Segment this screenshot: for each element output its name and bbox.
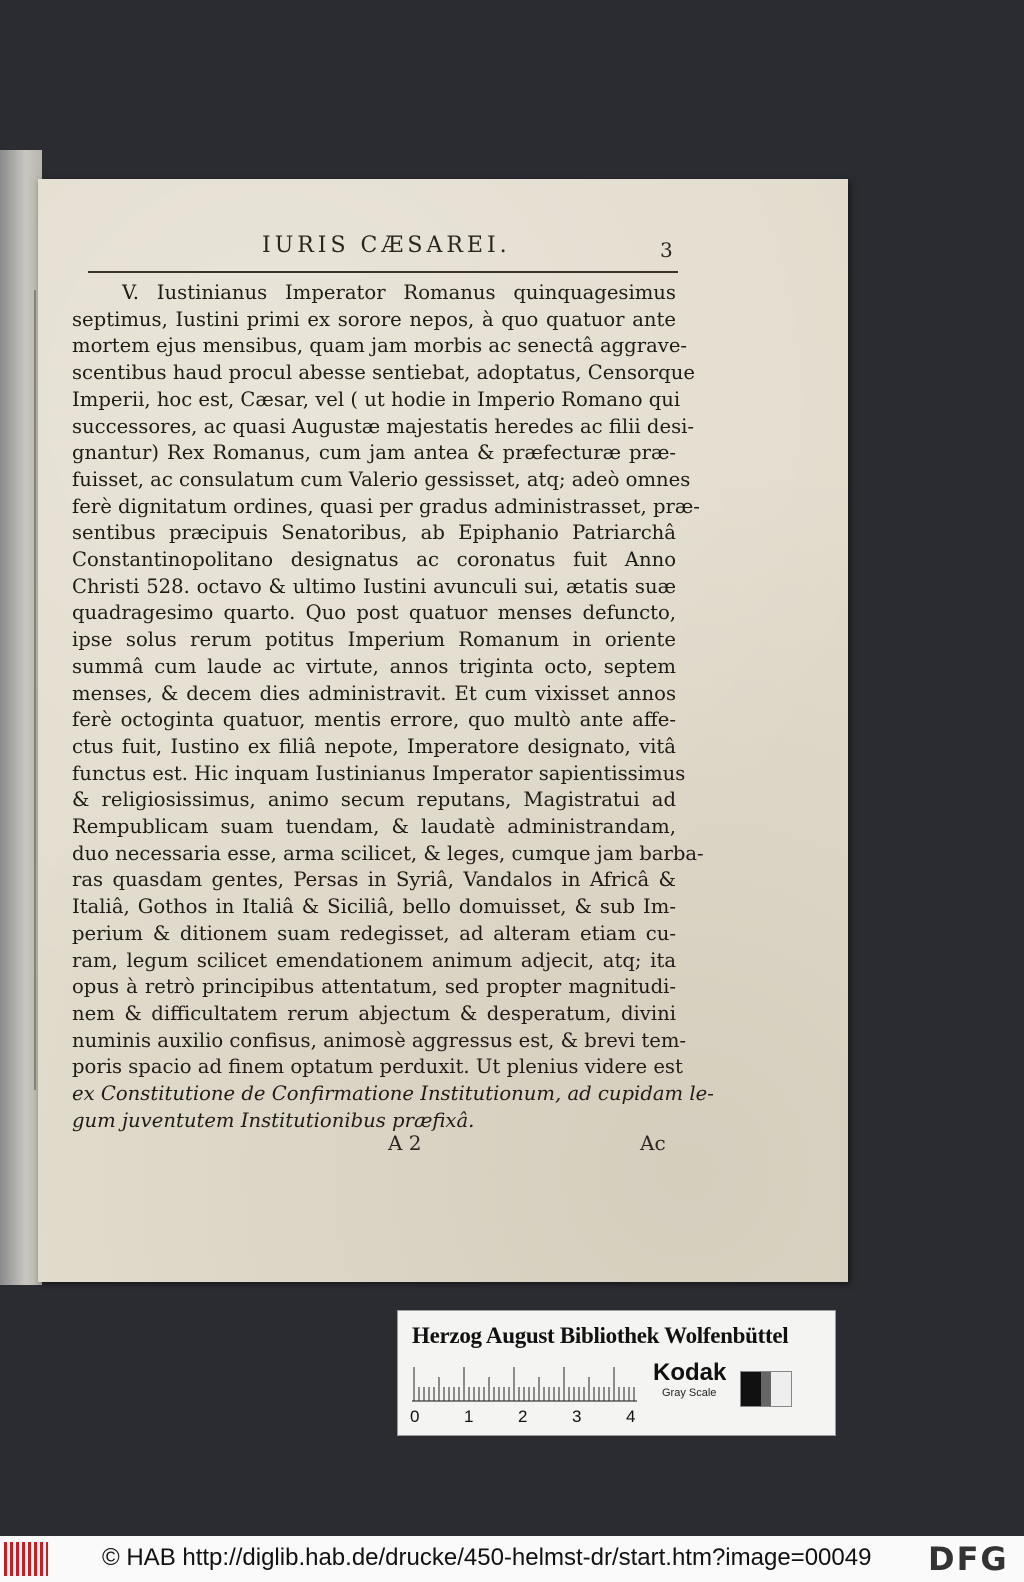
kodak-logo: Kodak: [653, 1359, 727, 1386]
header-rule: [88, 271, 678, 273]
ruler-number: 0: [410, 1407, 420, 1426]
text-line: menses, & decem dies administravit. Et cum vixisset annos: [72, 681, 676, 705]
text-line: perium & ditionem suam redegisset, ad alteram etiam cu-: [72, 921, 676, 945]
italic-text-line: ex Constitutione de Confirmatione Institutionum, ad cupidam le-: [72, 1082, 714, 1106]
text-line: septimus, Iustini primi ex sorore nepos, à quo quatuor ante: [72, 307, 676, 331]
ruler-number: 3: [572, 1407, 582, 1426]
ruler-number: 4: [626, 1407, 636, 1426]
text-line: mortem ejus mensibus, quam jam morbis ac senectâ aggrave-: [72, 334, 688, 358]
italic-text-line: gum juventutem Institutionibus præfixâ.: [72, 1108, 475, 1132]
library-name: Herzog August Bibliothek Wolfenbüttel: [412, 1323, 789, 1348]
text-line: ferè octoginta quatuor, mentis errore, quo multò ante affe-: [72, 708, 676, 732]
text-line: ras quasdam gentes, Persas in Syriâ, Vandalos in Africâ &: [72, 868, 676, 892]
text-line: sentibus præcipuis Senatoribus, ab Epiphanio Patriarchâ: [72, 521, 676, 545]
text-line: Rempublicam suam tuendam, & laudatè administrandam,: [72, 815, 676, 839]
barcode-icon: [4, 1542, 48, 1576]
ruler-scale: [412, 1367, 642, 1403]
text-line: quadragesimo quarto. Quo post quatuor menses defuncto,: [72, 601, 676, 625]
text-line: scentibus haud procul abesse sentiebat, adoptatus, Censorque: [72, 361, 695, 385]
text-line: duo necessaria esse, arma scilicet, & leges, cumque jam barba-: [72, 841, 704, 865]
gray-scale-patch: [740, 1371, 792, 1407]
text-line: V. Iustinianus Imperator Romanus quinquagesimus: [122, 281, 676, 304]
gray-scale-label: Gray Scale: [662, 1387, 717, 1399]
dfg-logo: DFG: [928, 1540, 1009, 1578]
text-line: ferè dignitatum ordines, quasi per gradus administrasset, præ-: [72, 494, 700, 518]
running-head: IURIS CÆSAREI.: [262, 233, 511, 258]
text-line: successores, ac quasi Augustæ majestatis heredes ac filii desi-: [72, 414, 695, 438]
text-line: poris spacio ad finem optatum perduxit. Ut plenius videre est: [72, 1055, 683, 1079]
ruler-number: 2: [518, 1407, 528, 1426]
signature-mark: A 2: [388, 1131, 422, 1155]
margin-line: [34, 290, 36, 1090]
footer-citation[interactable]: © HAB http://diglib.hab.de/drucke/450-helmst-dr/start.htm?image=00049: [102, 1544, 872, 1571]
text-line: opus à retrò principibus attentatum, sed propter magnitudi-: [72, 975, 676, 999]
ruler-numbers: [408, 1407, 648, 1431]
text-line: Imperii, hoc est, Cæsar, vel ( ut hodie in Imperio Romano qui: [72, 387, 681, 411]
text-line: ram, legum scilicet emendationem animum adjecit, atq; ita: [72, 948, 676, 972]
text-line: Christi 528. octavo & ultimo Iustini avunculi sui, ætatis suæ: [72, 574, 676, 598]
text-line: Italiâ, Gothos in Italiâ & Siciliâ, bello domuisset, & sub Im-: [72, 895, 676, 919]
text-line: numinis auxilio confisus, animosè aggressus est, & brevi tem-: [72, 1028, 687, 1052]
text-line: functus est. Hic inquam Iustinianus Imperator sapientissimus: [72, 761, 686, 785]
text-line: Constantinopolitano designatus ac coronatus fuit Anno: [72, 548, 676, 572]
ruler-number: 1: [464, 1407, 474, 1426]
text-line: gnantur) Rex Romanus, cum jam antea & præfecturæ præ-: [72, 441, 676, 465]
text-line: ctus fuit, Iustino ex filiâ nepote, Imperatore designato, vitâ: [72, 734, 676, 758]
text-line: & religiosissimus, animo secum reputans, Magistratui ad: [72, 788, 676, 812]
body-text: [72, 280, 714, 1135]
text-line: summâ cum laude ac virtute, annos triginta octo, septem: [72, 654, 676, 678]
text-line: ipse solus rerum potitus Imperium Romanum in oriente: [72, 628, 676, 652]
library-label-card: [397, 1310, 836, 1436]
text-line: nem & difficultatem rerum abjectum & desperatum, divini: [72, 1001, 676, 1025]
text-line: fuisset, ac consulatum cum Valerio gessisset, atq; adeò omnes: [72, 467, 691, 491]
footer-bar: [0, 1536, 1024, 1582]
catchword: Ac: [640, 1131, 666, 1155]
page-number: 3: [660, 238, 673, 262]
